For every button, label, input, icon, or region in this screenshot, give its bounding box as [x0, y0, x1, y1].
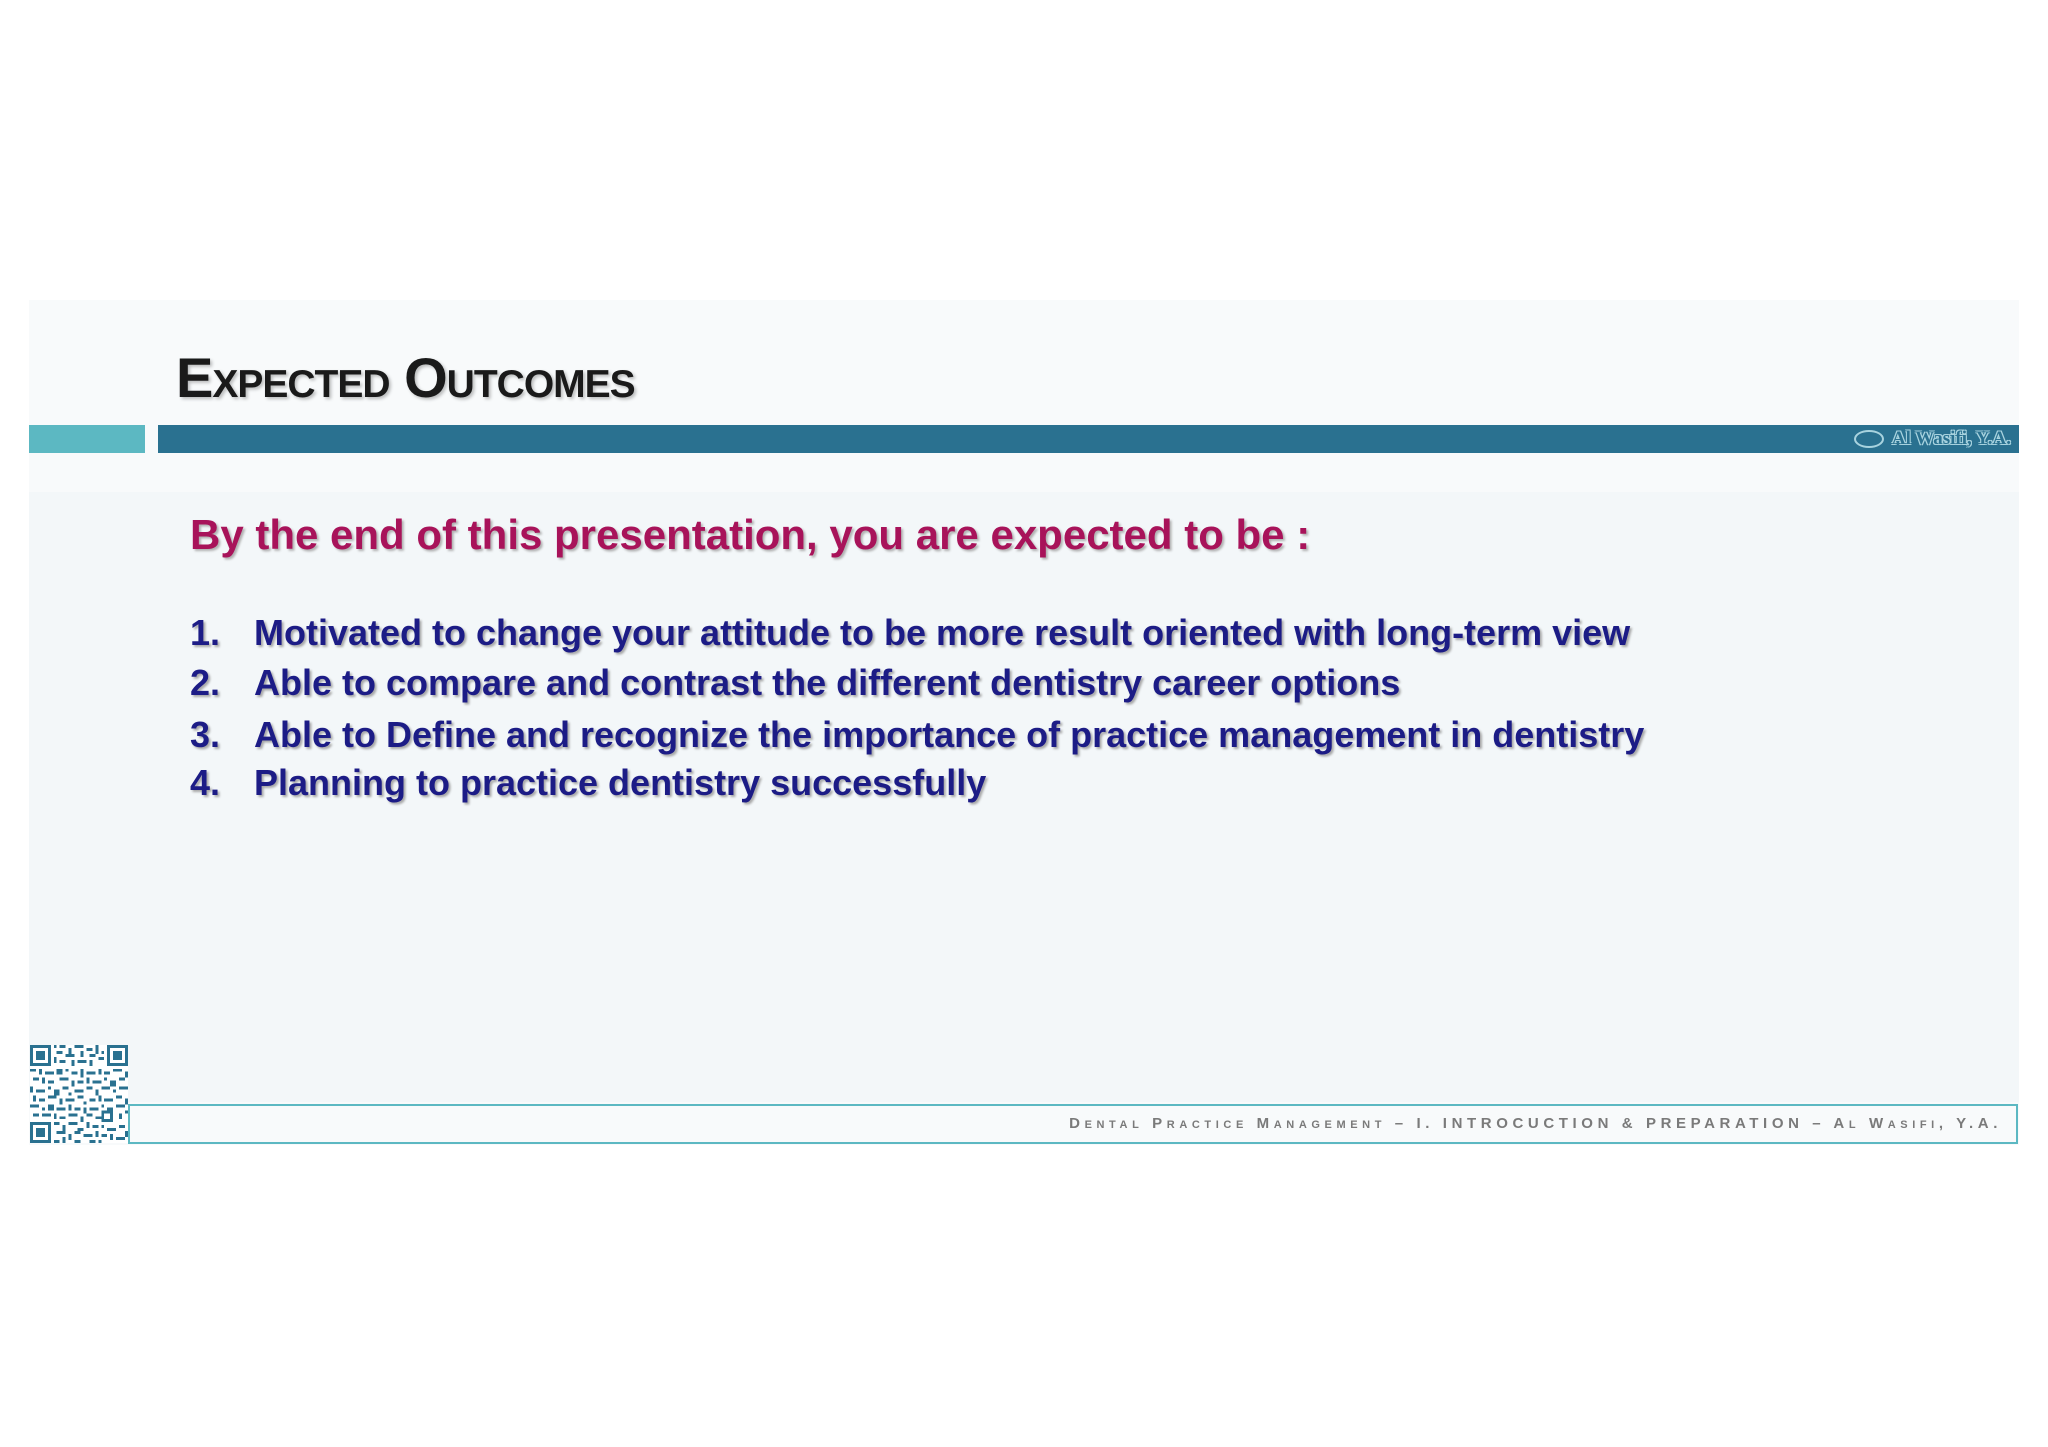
header-accent-bar [29, 425, 145, 453]
item-text: Planning to practice dentistry successfully [254, 762, 987, 803]
outcomes-list [190, 608, 1644, 808]
qr-code-icon [30, 1045, 128, 1143]
list-item [190, 658, 1644, 710]
item-number: 2. [190, 662, 221, 703]
tooth-logo-icon [1854, 430, 1884, 448]
footer [128, 1104, 2018, 1144]
item-text: Able to Define and recognize the importance of practice management in dentistry [254, 714, 1645, 755]
slide-title: Expected Outcomes [176, 346, 635, 409]
intro-text: By the end of this presentation, you are expected to be : [190, 511, 1311, 558]
header-bar [158, 425, 2019, 453]
item-number: 3. [190, 714, 221, 755]
item-text: Able to compare and contrast the different dentistry career options [254, 662, 1401, 703]
list-item [190, 608, 1644, 658]
item-text: Motivated to change your attitude to be more result oriented with long-term view [254, 612, 1631, 653]
footer-text: Dental Practice Management – I. INTROCUCTION & PREPARATION – Al Wasifi, Y.A. [1069, 1115, 2002, 1132]
author-mark-text: Al Wasifi, Y.A. [1891, 428, 2011, 449]
author-mark [1854, 425, 2019, 453]
item-number: 4. [190, 762, 221, 803]
item-number: 1. [190, 612, 221, 653]
list-item [190, 710, 1644, 758]
list-item [190, 758, 1644, 808]
